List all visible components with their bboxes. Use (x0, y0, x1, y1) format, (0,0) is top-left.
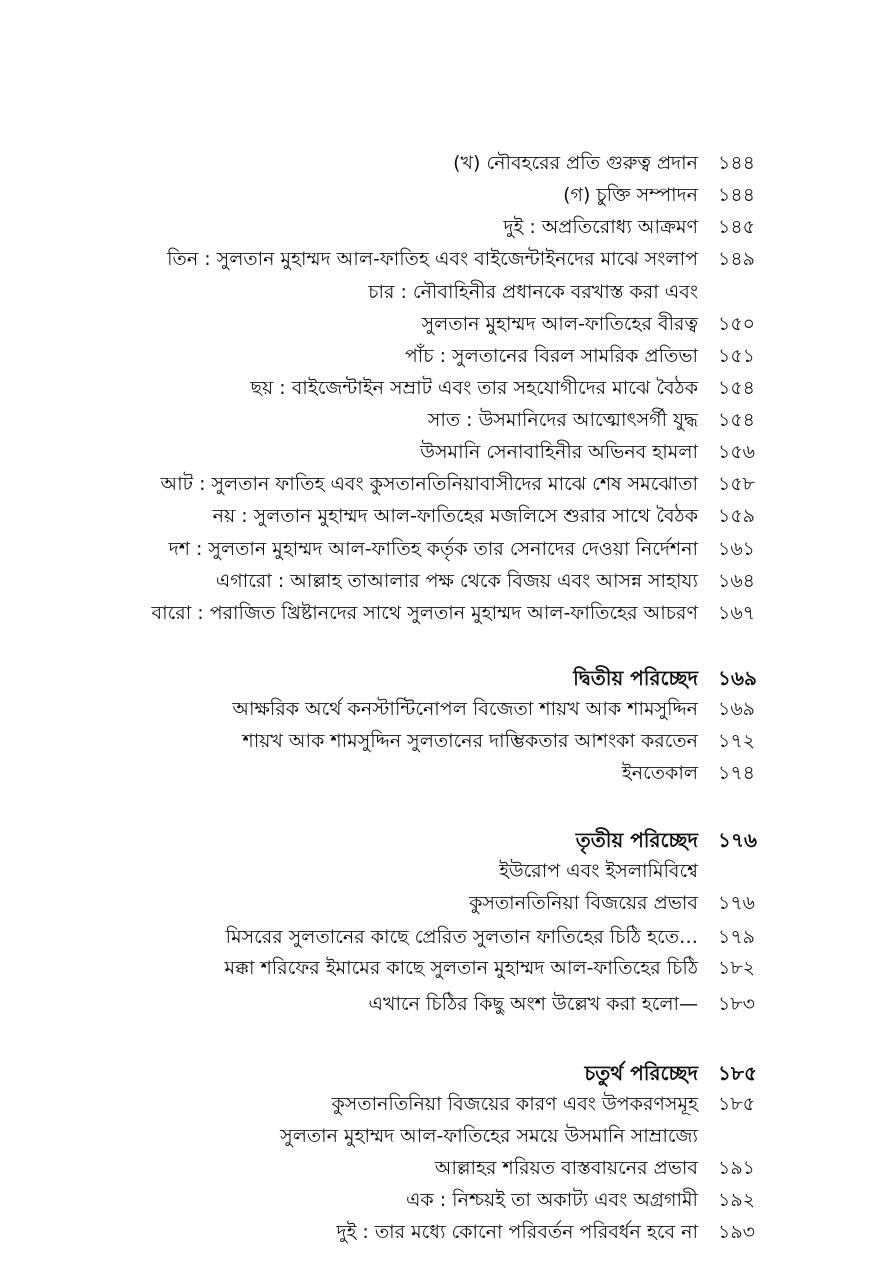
toc-entry-page: ১৯১ (718, 1157, 755, 1179)
toc-entry-title: পাঁচ : সুলতানের বিরল সামরিক প্রতিভা (404, 345, 698, 367)
toc-entry (0, 1217, 870, 1247)
toc-entry-page: ১৮৩ (718, 993, 756, 1015)
toc-entry (0, 341, 870, 371)
toc-entry-title: তিন : সুলতান মুহাম্মদ আল-ফাতিহ এবং বাইজেন্টাইনদের মাঝে সংলাপ (167, 248, 698, 270)
toc-entry-title: কুসতানতিনিয়া বিজয়ের প্রভাব (469, 892, 698, 914)
toc-entry-page: ১৪৪ (718, 152, 755, 174)
toc-entry-title: চার : নৌবাহিনীর প্রধানকে বরখাস্ত করা এবং (368, 281, 698, 303)
toc-entry-page: ১৯৩ (718, 1221, 756, 1243)
toc-entry (0, 1089, 870, 1119)
toc-entry-title: দুই : তার মধ্যে কোনো পরিবর্তন পরিবর্ধন হবে না (336, 1221, 698, 1243)
toc-entry-page: ১৭৬ (718, 892, 756, 914)
toc-entry-page: ১৫৪ (718, 409, 755, 431)
toc-entry-page: ১৪৪ (718, 184, 755, 206)
toc-entry-title: সাত : উসমানিদের আত্মোৎসর্গী যুদ্ধ (427, 409, 698, 431)
toc-entry (0, 405, 870, 435)
chapter-heading (0, 825, 870, 855)
toc-entry-page: ১৫১ (718, 345, 755, 367)
toc-entry-page: ১৬৭ (718, 602, 756, 624)
toc-entry-title: এক : নিশ্চয়ই তা অকাট্য এবং অগ্রগামী (405, 1189, 698, 1211)
toc-entry (0, 758, 870, 788)
chapter-heading-page: ১৭৬ (718, 828, 757, 852)
toc-entry-title: আক্ষরিক অর্থে কনস্টান্টিনোপল বিজেতা শায়খ আক শামসুদ্দিন (232, 698, 698, 720)
toc-entry (0, 373, 870, 403)
toc-entry-title: ইনতেকাল (621, 762, 698, 784)
chapter-heading-title: দ্বিতীয় পরিচ্ছেদ (573, 666, 698, 690)
toc-entry (0, 1153, 870, 1183)
chapter-heading-title: তৃতীয় পরিচ্ছেদ (575, 828, 698, 852)
toc-entry-title: মিসরের সুলতানের কাছে প্রেরিত সুলতান ফাতিহের চিঠি হতে… (225, 926, 698, 948)
toc-entry (0, 534, 870, 564)
toc-entry-page: ১৬৪ (718, 570, 756, 592)
toc-entry (0, 989, 870, 1019)
toc-entry (0, 1121, 870, 1151)
toc-entry-title: নয় : সুলতান মুহাম্মদ আল-ফাতিহের মজলিসে শুরার সাথে বৈঠক (212, 505, 698, 527)
toc-entry (0, 953, 870, 983)
toc-entry-page: ১৫৯ (718, 505, 755, 527)
toc-entry-title: দশ : সুলতান মুহাম্মদ আল-ফাতিহ কর্তৃক তার সেনাদের দেওয়া নির্দেশনা (168, 538, 698, 560)
toc-entry-page: ১৮৫ (718, 1093, 755, 1115)
chapter-heading-page: ১৬৯ (718, 666, 757, 690)
toc-entry (0, 922, 870, 952)
toc-entry-title: কুসতানতিনিয়া বিজয়ের কারণ এবং উপকরণসমূহ (331, 1093, 698, 1115)
toc-entry-title: ছয় : বাইজেন্টাইন সম্রাট এবং তার সহযোগীদের মাঝে বৈঠক (250, 377, 698, 399)
toc-entry-page: ১৭৪ (718, 762, 756, 784)
toc-entry-page: ১৫৪ (718, 377, 755, 399)
toc-entry (0, 888, 870, 918)
toc-entry (0, 1185, 870, 1215)
toc-entry-page: ১৫৮ (718, 473, 755, 495)
toc-entry-page: ১৪৯ (718, 248, 755, 270)
toc-entry-title: আল্লাহর শরিয়ত বাস্তবায়নের প্রভাব (434, 1157, 698, 1179)
toc-entry-page: ১৭৯ (718, 926, 756, 948)
toc-entry-page: ১৬১ (718, 538, 756, 560)
chapter-heading-page: ১৮৫ (718, 1061, 757, 1085)
toc-entry-title: বারো : পরাজিত খ্রিষ্টানদের সাথে সুলতান মুহাম্মদ আল-ফাতিহের আচরণ (151, 602, 698, 624)
toc-entry (0, 148, 870, 178)
toc-entry-title: দুই : অপ্রতিরোধ্য আক্রমণ (503, 216, 698, 238)
toc-entry-page: ১৫৬ (718, 441, 756, 463)
toc-entry (0, 469, 870, 499)
toc-entry-title: মক্কা শরিফের ইমামের কাছে সুলতান মুহাম্মদ আল-ফাতিহের চিঠি (224, 957, 698, 979)
toc-entry-title: উসমানি সেনাবাহিনীর অভিনব হামলা (420, 441, 698, 463)
toc-entry (0, 501, 870, 531)
toc-entry (0, 180, 870, 210)
toc-entry-page: ১৪৫ (718, 216, 755, 238)
toc-entry (0, 309, 870, 339)
toc-entry-page: ১৬৯ (718, 698, 756, 720)
toc-entry (0, 694, 870, 724)
toc-entry-page: ১৯২ (718, 1189, 756, 1211)
toc-entry (0, 277, 870, 307)
toc-entry (0, 598, 870, 628)
toc-entry (0, 856, 870, 886)
toc-entry-title: সুলতান মুহাম্মদ আল-ফাতিহের বীরত্ব (421, 313, 698, 335)
toc-entry (0, 244, 870, 274)
toc-entry-title: সুলতান মুহাম্মদ আল-ফাতিহের সময়ে উসমানি সাম্রাজ্যে (280, 1125, 698, 1147)
chapter-heading-title: চতুর্থ পরিচ্ছেদ (584, 1061, 698, 1085)
toc-entry (0, 437, 870, 467)
toc-entry-page: ১৮২ (718, 957, 756, 979)
toc-entry (0, 726, 870, 756)
toc-entry-title: এগারো : আল্লাহ তাআলার পক্ষ থেকে বিজয় এবং আসন্ন সাহায্য (215, 570, 698, 592)
toc-entry-title: (গ) চুক্তি সম্পাদন (563, 184, 698, 206)
chapter-heading (0, 1058, 870, 1088)
toc-entry-page: ১৭২ (718, 730, 756, 752)
toc-entry-title: (খ) নৌবহরের প্রতি গুরুত্ব প্রদান (453, 152, 698, 174)
toc-entry (0, 212, 870, 242)
toc-entry (0, 566, 870, 596)
toc-entry-title: ইউরোপ এবং ইসলামিবিশ্বে (498, 860, 698, 882)
toc-entry-page: ১৫০ (718, 313, 756, 335)
toc-entry-title: এখানে চিঠির কিছু অংশ উল্লেখ করা হলো— (368, 993, 698, 1015)
toc-entry-title: আট : সুলতান ফাতিহ এবং কুসতানতিনিয়াবাসীদের মাঝে শেষ সমঝোতা (160, 473, 698, 495)
chapter-heading (0, 663, 870, 693)
toc-entry-title: শায়খ আক শামসুদ্দিন সুলতানের দাম্ভিকতার আশংকা করতেন (242, 730, 698, 752)
